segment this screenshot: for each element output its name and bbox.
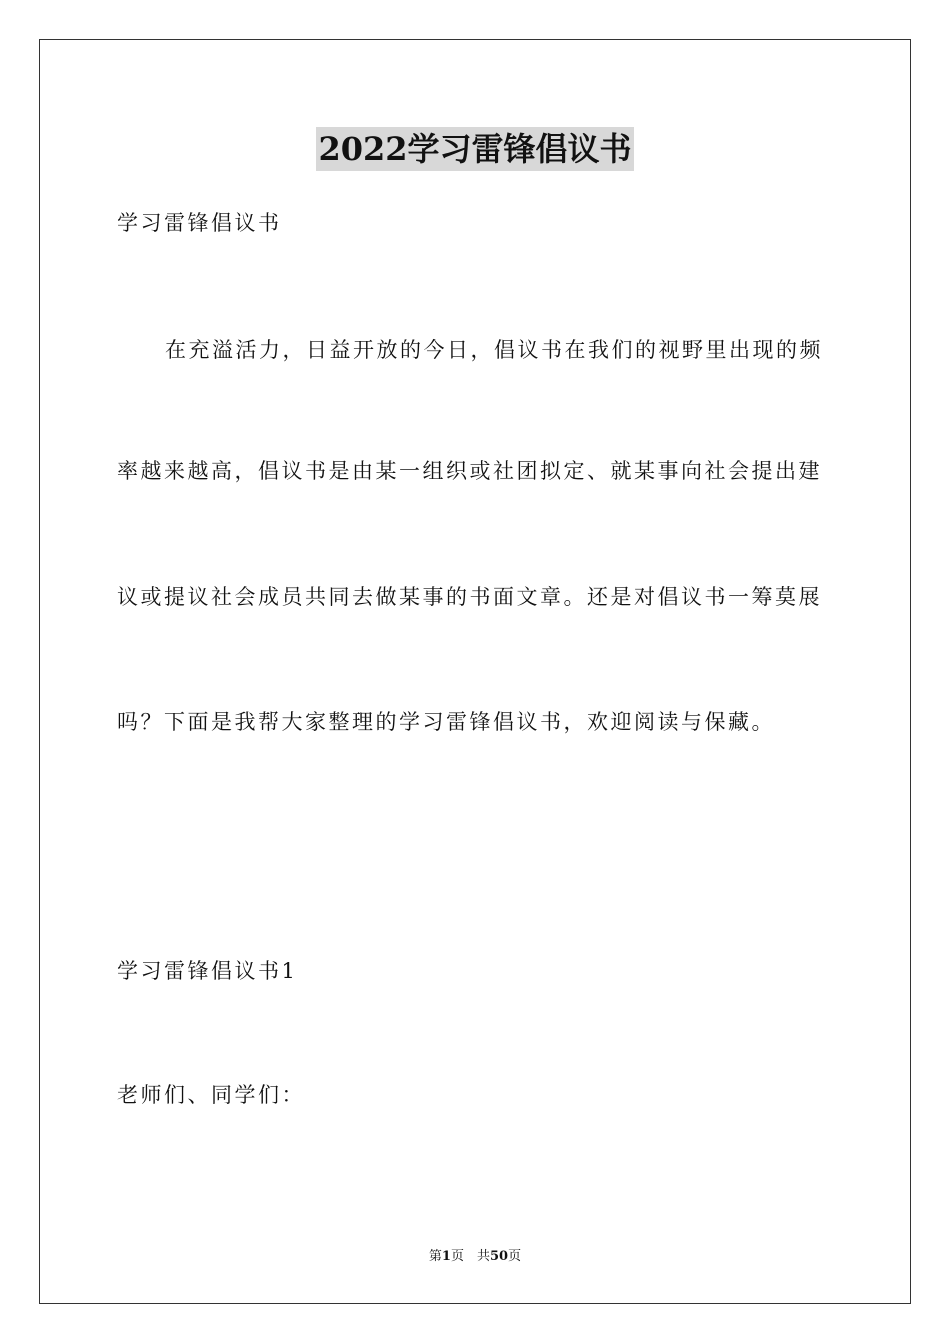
section-heading: 学习雷锋倡议书1 [117, 959, 298, 983]
paragraph-line-2: 率越来越高，倡议书是由某一组织或社团拟定、就某事向社会提出建 [117, 459, 822, 483]
document-title: 2022学习雷锋倡议书 [316, 127, 633, 171]
paragraph-line-4: 吗？下面是我帮大家整理的学习雷锋倡议书，欢迎阅读与保藏。 [117, 710, 775, 734]
footer-suffix: 页 [508, 1249, 522, 1264]
footer-prefix: 第 [428, 1249, 442, 1264]
document-title-block [0, 127, 950, 177]
salutation: 老师们、同学们： [117, 1083, 305, 1107]
footer-mid: 页 共 [450, 1249, 490, 1264]
current-page-number: 1 [441, 1249, 451, 1264]
page-footer [0, 1248, 950, 1266]
total-pages-number: 50 [489, 1249, 509, 1264]
paragraph-line-1: 在充溢活力，日益开放的今日，倡议书在我们的视野里出现的频 [165, 338, 823, 362]
paragraph-line-3: 议或提议社会成员共同去做某事的书面文章。还是对倡议书一筹莫展 [117, 585, 822, 609]
document-subtitle: 学习雷锋倡议书 [117, 211, 282, 235]
